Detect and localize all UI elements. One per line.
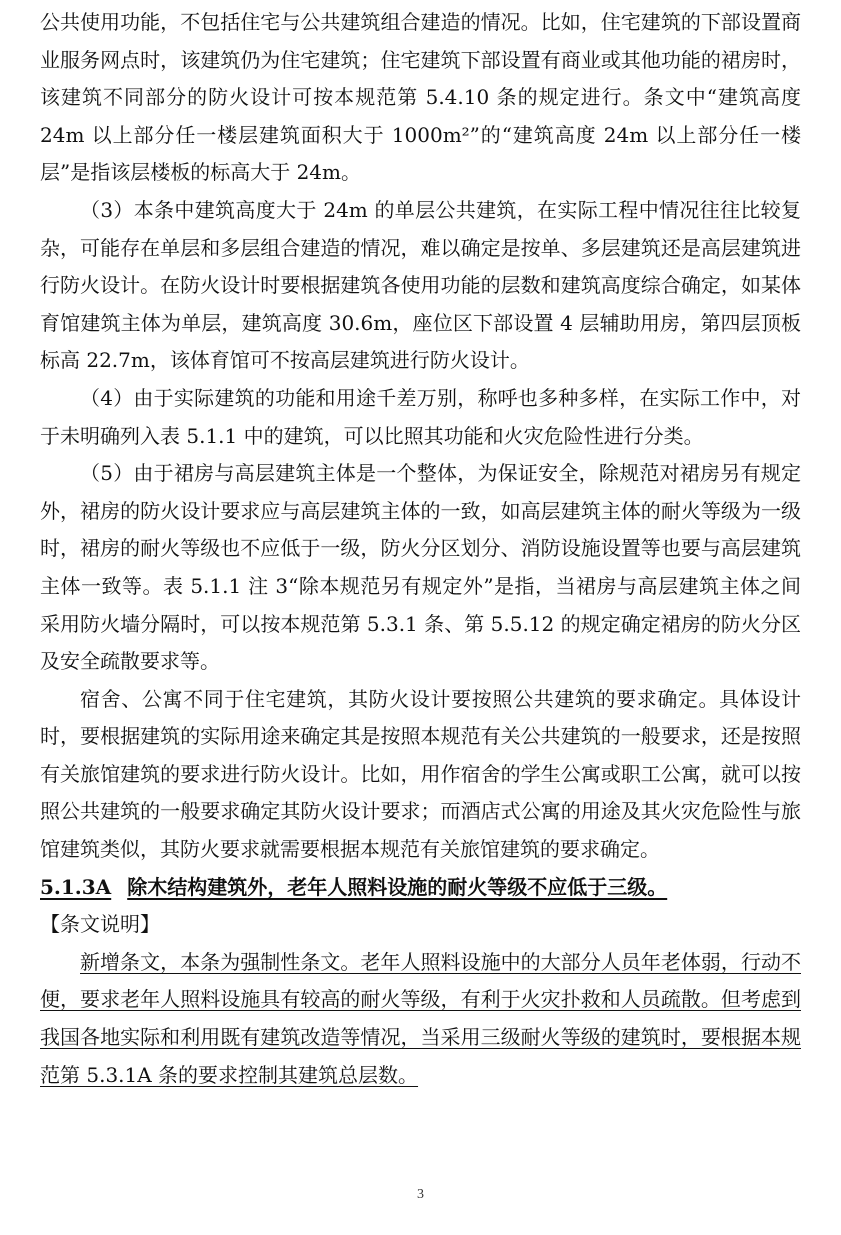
explanation-heading: 【条文说明】 <box>40 912 160 937</box>
paragraph-item-3: （3）本条中建筑高度大于 24m 的单层公共建筑，在实际工程中情况往往比较复杂，可能存在单层和多层组合建造的情况，难以确定是按单、多层建筑还是高层建筑进行防火设计。在防火设计时要根据建筑各使用功能的层数和建筑高度综合确定，如某体育馆建筑主体为单层，建筑高度 30.6m，座位区下部设置 4 层辅助用房，第四层顶板标高 22.7m，该体育馆可不按高层建筑进行防火设计。 <box>40 197 801 373</box>
clause-5-1-3a <box>40 869 801 907</box>
explanation-paragraph <box>40 944 801 1094</box>
paragraph-continued: 公共使用功能，不包括住宅与公共建筑组合建造的情况。比如，住宅建筑的下部设置商业服务网点时，该建筑仍为住宅建筑；住宅建筑下部设置有商业或其他功能的裙房时，该建筑不同部分的防火设计可按本规范第 5.4.10 条的规定进行。条文中“建筑高度 24m 以上部分任一楼层建筑面积大于 1000m²”的“建筑高度 24m 以上部分任一楼层”是指该层楼板的标高大于 24m。 <box>40 10 801 185</box>
clause-number: 5.1.3A <box>40 874 112 899</box>
paragraph-dormitory: 宿舍、公寓不同于住宅建筑，其防火设计要按照公共建筑的要求确定。具体设计时，要根据建筑的实际用途来确定其是按照本规范有关公共建筑的一般要求，还是按照有关旅馆建筑的要求进行防火设计。比如，用作宿舍的学生公寓或职工公寓，就可以按照公共建筑的一般要求确定其防火设计要求；而酒店式公寓的用途及其火灾危险性与旅馆建筑类似，其防火要求就需要根据本规范有关旅馆建筑的要求确定。 <box>40 686 801 862</box>
paragraph-item-5: （5）由于裙房与高层建筑主体是一个整体，为保证安全，除规范对裙房另有规定外，裙房的防火设计要求应与高层建筑主体的一致，如高层建筑主体的耐火等级为一级时，裙房的耐火等级也不应低于一级，防火分区划分、消防设施设置等也要与高层建筑主体一致等。表 5.1.1 注 3“除本规范另有规定外”是指，当裙房与高层建筑主体之间采用防火墙分隔时，可以按本规范第 5.3.1 条、第 5.5.12 的规定确定裙房的防火分区及安全疏散要求等。 <box>40 461 801 674</box>
explanation-text: 新增条文，本条为强制性条文。老年人照料设施中的大部分人员年老体弱，行动不便，要求老年人照料设施具有较高的耐火等级，有利于火灾扑救和人员疏散。但考虑到我国各地实际和利用既有建筑改造等情况，当采用三级耐火等级的建筑时，要根据本规范第 5.3.1A 条的要求控制其建筑总层数。 <box>40 949 801 1087</box>
clause-text: 除木结构建筑外，老年人照料设施的耐火等级不应低于三级。 <box>127 874 668 899</box>
paragraph-item-4: （4）由于实际建筑的功能和用途千差万别，称呼也多种多样，在实际工作中，对于未明确列入表 5.1.1 中的建筑，可以比照其功能和火灾危险性进行分类。 <box>40 385 801 448</box>
page-number: 3 <box>417 1187 424 1202</box>
